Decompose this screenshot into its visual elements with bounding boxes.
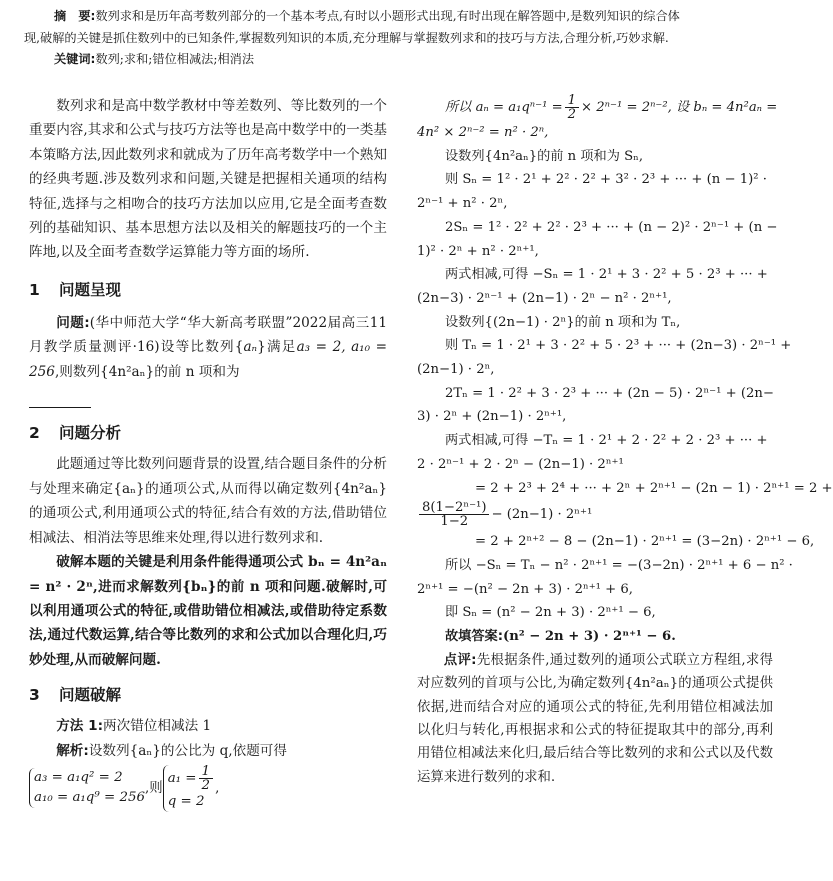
formula-line-3: 设数列{4n²aₙ}的前 n 项和为 Sₙ, — [445, 148, 644, 164]
problem-label: 问题: — [56, 314, 90, 331]
comment-paragraph: 点评:先根据条件,通过数列的通项公式联立方程组,求得对应数列的首项与公比,为确定数列{4n²aₙ}的通项公式提供依据,进而结合对应的通项公式的特征,先利用错位相减法加以化归与转化,再根据求和公式的特征提取其中的部分,再利用错位相减法来化归,最后结合等比数列的求和公式以及代数运算来进行数列的求和. — [417, 652, 774, 785]
answer-label: 故填答案: — [445, 629, 504, 645]
answer-value: (n² − 2n + 3) · 2ⁿ⁺¹ − 6. — [503, 629, 676, 645]
formula-line-17: = 2 + 2³ + 2⁴ + ··· + 2ⁿ + 2ⁿ⁺¹ − (2n − 1) · 2ⁿ⁺¹ = 2 + — [475, 480, 833, 496]
formula-line-5: 2ⁿ⁻¹ + n² · 2ⁿ, — [417, 196, 508, 212]
formula-line-2: 4n² × 2ⁿ⁻² = n² · 2ⁿ, — [417, 125, 549, 140]
system-solution: a₁ = $\frac{1}{2}$ q = 2 — [163, 765, 215, 812]
abstract-line-2: 现,破解的关键是抓住数列中的已知条件,掌握数列知识的本质,充分理解与掌握数列求和的技巧与方法,合理分析,巧妙求解. — [24, 30, 669, 45]
formula-line-1: 所以 aₙ = a₁qⁿ⁻¹ = $\frac{1}{2}$ × 2ⁿ⁻¹ = 2ⁿ⁻², 设 bₙ = 4n²aₙ = — [445, 93, 778, 122]
keywords-line — [24, 49, 776, 71]
abstract-block — [24, 6, 776, 71]
method-title: 方法 1:两次错位相减法 1 — [56, 718, 212, 735]
formula-line-16: 2 · 2ⁿ⁻¹ + 2 · 2ⁿ − (2n−1) · 2ⁿ⁺¹ — [417, 456, 624, 472]
formula-line-20: 所以 −Sₙ = Tₙ − n² · 2ⁿ⁺¹ = −(3−2n) · 2ⁿ⁺¹ + 6 − n² · — [445, 557, 793, 573]
analysis-paragraph-1: 此题通过等比数列问题背景的设置,结合题目条件的分析与处理来确定{aₙ}的通项公式,从而得以确定数列{4n²aₙ}的通项公式,利用通项公式的特征,结合有效的方法,借助错位相减法、相消法等思维来处理,得以进行数列求和. — [29, 456, 387, 546]
formula-line-13: 2Tₙ = 1 · 2² + 3 · 2³ + ··· + (2n − 5) · 2ⁿ⁻¹ + (2n− — [445, 385, 774, 401]
formula-line-6: 2Sₙ = 1² · 2² + 2² · 2³ + ··· + (n − 2)² · 2ⁿ⁻¹ + (n − — [445, 219, 778, 235]
comment-label: 点评: — [443, 652, 477, 668]
answer-line — [417, 625, 773, 649]
fraction-geometric-sum: $\frac{\text{8(1−2ⁿ⁻¹)}}{1-2}$ — [419, 501, 489, 528]
intro-paragraph: 数列求和是高中数学教材中等差数列、等比数列的一个重要内容,其求和公式与技巧方法等也是高中数学中的一类基本策略方法,因此数列求和就成为了历年高考数学中一个熟知的经典考题.涉及数列求和问题,关键是把握相关通项的结构特征,选择与之相吻合的技巧方法加以应用,它是全面考查数列的基础知识、基本思想方法以及相关的解题技巧的一个主阵地,以及全面考查数学运算能力等方面的场所. — [29, 98, 387, 261]
formula-line-18: $\frac{\text{8(1−2ⁿ⁻¹)}}{1-2}$ − (2n−1) · 2ⁿ⁺¹ — [417, 500, 773, 530]
analysis-paragraph-2: 破解本题的关键是利用条件能得通项公式 bₙ = 4n²aₙ = n² · 2ⁿ,进而求解数列{bₙ}的前 n 项和问题.破解时,可以利用通项公式的特征,或借助错位相减法,或借助待定系数法,通过代数运算,结合等比数列的求和公式加以合理化归,巧妙处理,从而破解问题. — [29, 554, 387, 668]
abstract-line-1: 摘 要:数列求和是历年高考数列部分的一个基本考点,有时以小题形式出现,有时出现在解答题中,是数列知识的综合体 — [54, 9, 680, 23]
formula-line-7: 1)² · 2ⁿ + n² · 2ⁿ⁺¹, — [417, 243, 539, 259]
system-given: a₃ = a₁q² = 2 a₁₀ = a₁q⁹ = 256 — [29, 768, 145, 808]
section-3-heading: 3 问题破解 — [29, 686, 122, 705]
formula-line-8: 两式相减,可得 −Sₙ = 1 · 2¹ + 3 · 2² + 5 · 2³ + ··· + — [445, 267, 768, 283]
formula-line-15: 两式相减,可得 −Tₙ = 1 · 2¹ + 2 · 2² + 2 · 2³ + ··· + — [445, 433, 768, 449]
formula-line-10: 设数列{(2n−1) · 2ⁿ}的前 n 项和为 Tₙ, — [445, 314, 681, 330]
fraction-half-2: $\frac{1}{2}$ — [565, 94, 579, 121]
formula-line-14: 3) · 2ⁿ + (2n−1) · 2ⁿ⁺¹, — [417, 409, 567, 425]
keywords-text: 数列;求和;错位相减法;相消法 — [95, 52, 255, 66]
right-column — [417, 93, 833, 789]
formula-line-9: (2n−3) · 2ⁿ⁻¹ + (2n−1) · 2ⁿ − n² · 2ⁿ⁺¹, — [417, 290, 672, 306]
left-column — [29, 94, 387, 812]
equation-system: a₃ = a₁q² = 2 a₁₀ = a₁q⁹ = 256,则a₁ = $\frac{1}{2}$ q = 2, — [29, 765, 387, 812]
answer-blank — [29, 393, 91, 408]
method-analysis: 解析:设数列{aₙ}的公比为 q,依题可得 — [56, 742, 287, 759]
formula-line-12: (2n−1) · 2ⁿ, — [417, 362, 495, 378]
problem-paragraph: 问题:(华中师范大学“华大新高考联盟”2022届高三11月教学质量测评·16)设等比数列{aₙ}满足a₃ = 2, a₁₀ = 256,则数列{4n²aₙ}的前 n 项和为 — [29, 311, 387, 409]
formula-line-11: 则 Tₙ = 1 · 2¹ + 3 · 2² + 5 · 2³ + ··· + (2n−3) · 2ⁿ⁻¹ + — [445, 338, 792, 354]
keywords-label: 关键词: — [54, 52, 96, 66]
fraction-half: $\frac{1}{2}$ — [199, 765, 214, 792]
formula-line-19: = 2 + 2ⁿ⁺² − 8 − (2n−1) · 2ⁿ⁺¹ = (3−2n) · 2ⁿ⁺¹ − 6, — [475, 534, 815, 550]
formula-line-22: 即 Sₙ = (n² − 2n + 3) · 2ⁿ⁺¹ − 6, — [445, 605, 656, 621]
problem-condition: a₃ = 2, a₁₀ = 256 — [29, 339, 388, 380]
section-2-heading: 2 问题分析 — [29, 424, 122, 443]
formula-line-4: 则 Sₙ = 1² · 2¹ + 2² · 2² + 3² · 2³ + ··· + (n − 1)² · — [445, 172, 767, 188]
abstract-label: 摘 要: — [54, 9, 96, 23]
formula-line-21: 2ⁿ⁺¹ = −(n² − 2n + 3) · 2ⁿ⁺¹ + 6, — [417, 581, 633, 597]
section-1-heading: 1 问题呈现 — [29, 280, 122, 299]
